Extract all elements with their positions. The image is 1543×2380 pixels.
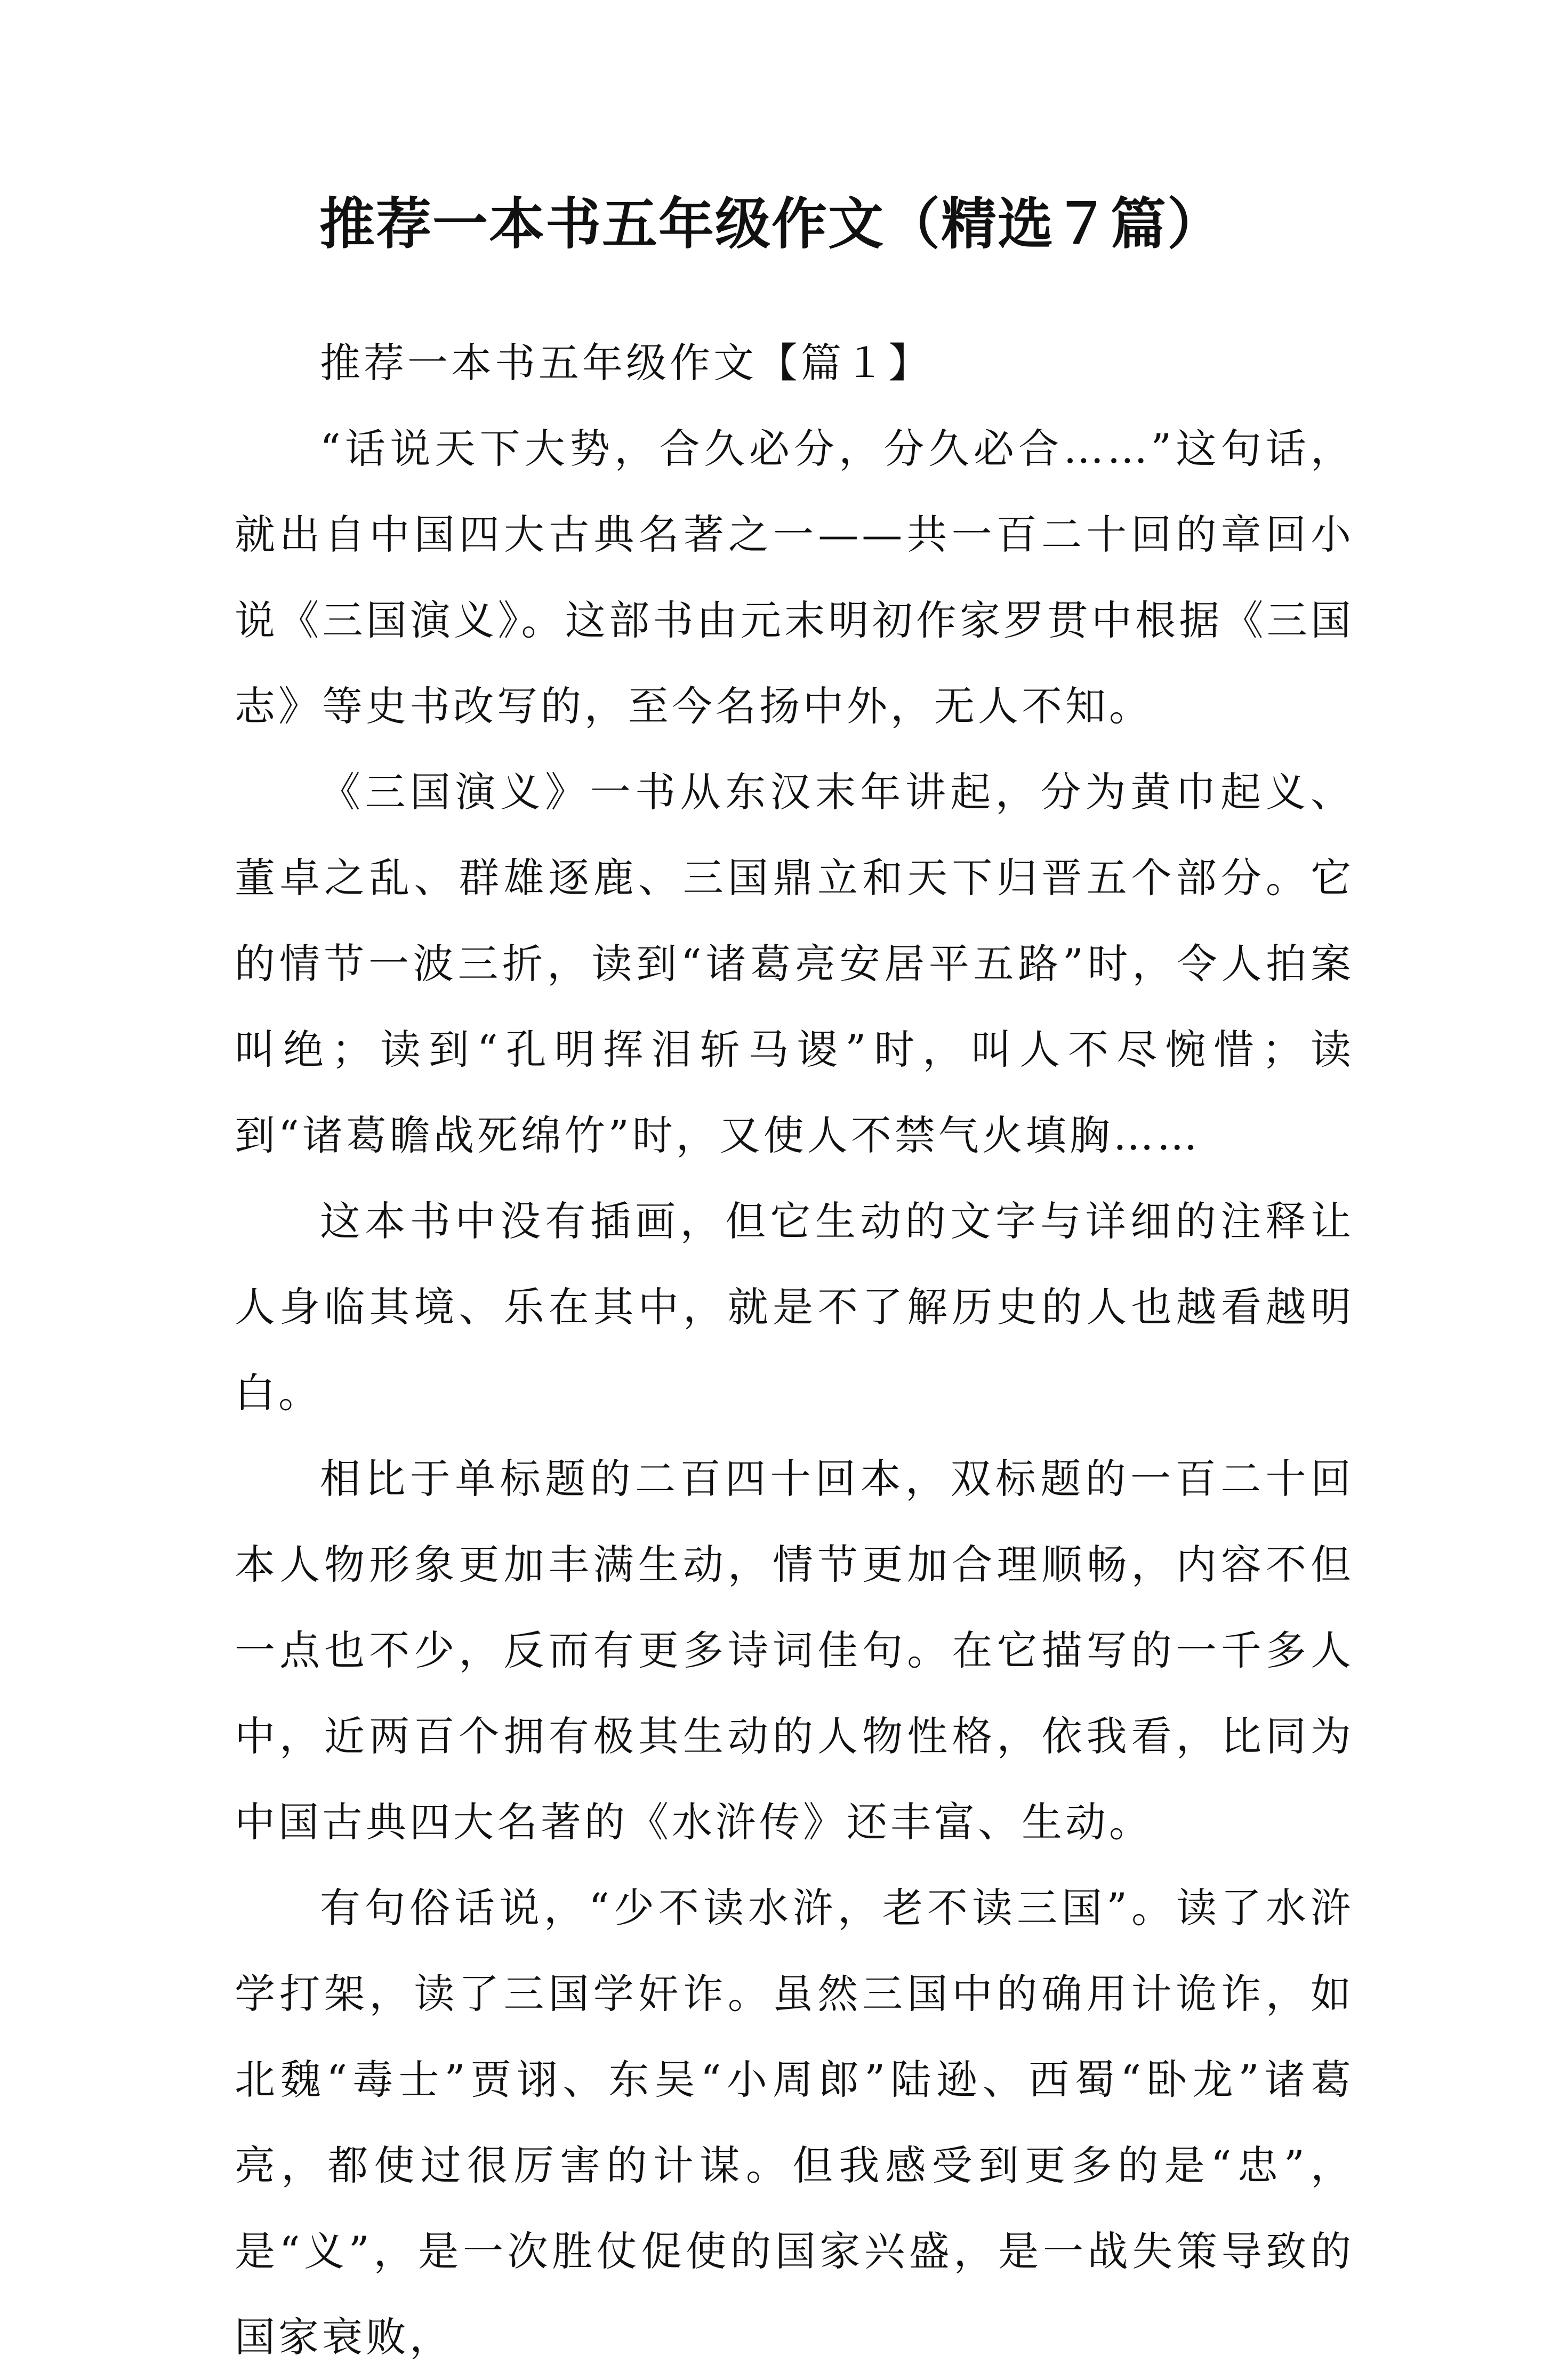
paragraph-1: “话说天下大势，合久必分，分久必合……”这句话，就出自中国四大古典名著之一——共一百二十回的章回小说《三国演义》。这部书由元末明初作家罗贯中根据《三国志》等史书改写的，至今名扬中外，无人不知。 <box>235 425 1354 730</box>
paragraph-2: 《三国演义》一书从东汉末年讲起，分为黄巾起义、董卓之乱、群雄逐鹿、三国鼎立和天下归晋五个部分。它的情节一波三折，读到“诸葛亮安居平五路”时，令人拍案叫绝；读到“孔明挥泪斩马谡”时，叫人不尽惋惜；读到“诸葛瞻战死绵竹”时，又使人不禁气火填胸…… <box>235 768 1354 1159</box>
paragraph-5: 有句俗话说，“少不读水浒，老不读三国”。读了水浒学打架，读了三国学奸诈。虽然三国中的确用计诡诈，如北魏“毒士”贾诩、东吴“小周郎”陆逊、西蜀“卧龙”诸葛亮，都使过很厉害的计谋。但我感受到更多的是“忠”，是“义”，是一次胜仗促使的国家兴盛，是一战失策导致的国家衰败， <box>235 1884 1354 2361</box>
document-title: 推荐一本书五年级作文（精选７篇） <box>319 191 1224 256</box>
paragraph-3: 这本书中没有插画，但它生动的文字与详细的注释让人身临其境、乐在其中，就是不了解历史的人也越看越明白。 <box>235 1197 1354 1417</box>
section-heading: 推荐一本书五年级作文【篇１】 <box>320 339 932 387</box>
paragraph-4: 相比于单标题的二百四十回本，双标题的一百二十回本人物形象更加丰满生动，情节更加合理顺畅，内容不但一点也不少，反而有更多诗词佳句。在它描写的一千多人中，近两百个拥有极其生动的人物性格，依我看，比同为中国古典四大名著的《水浒传》还丰富、生动。 <box>235 1455 1354 1846</box>
document-body <box>235 320 1354 2380</box>
